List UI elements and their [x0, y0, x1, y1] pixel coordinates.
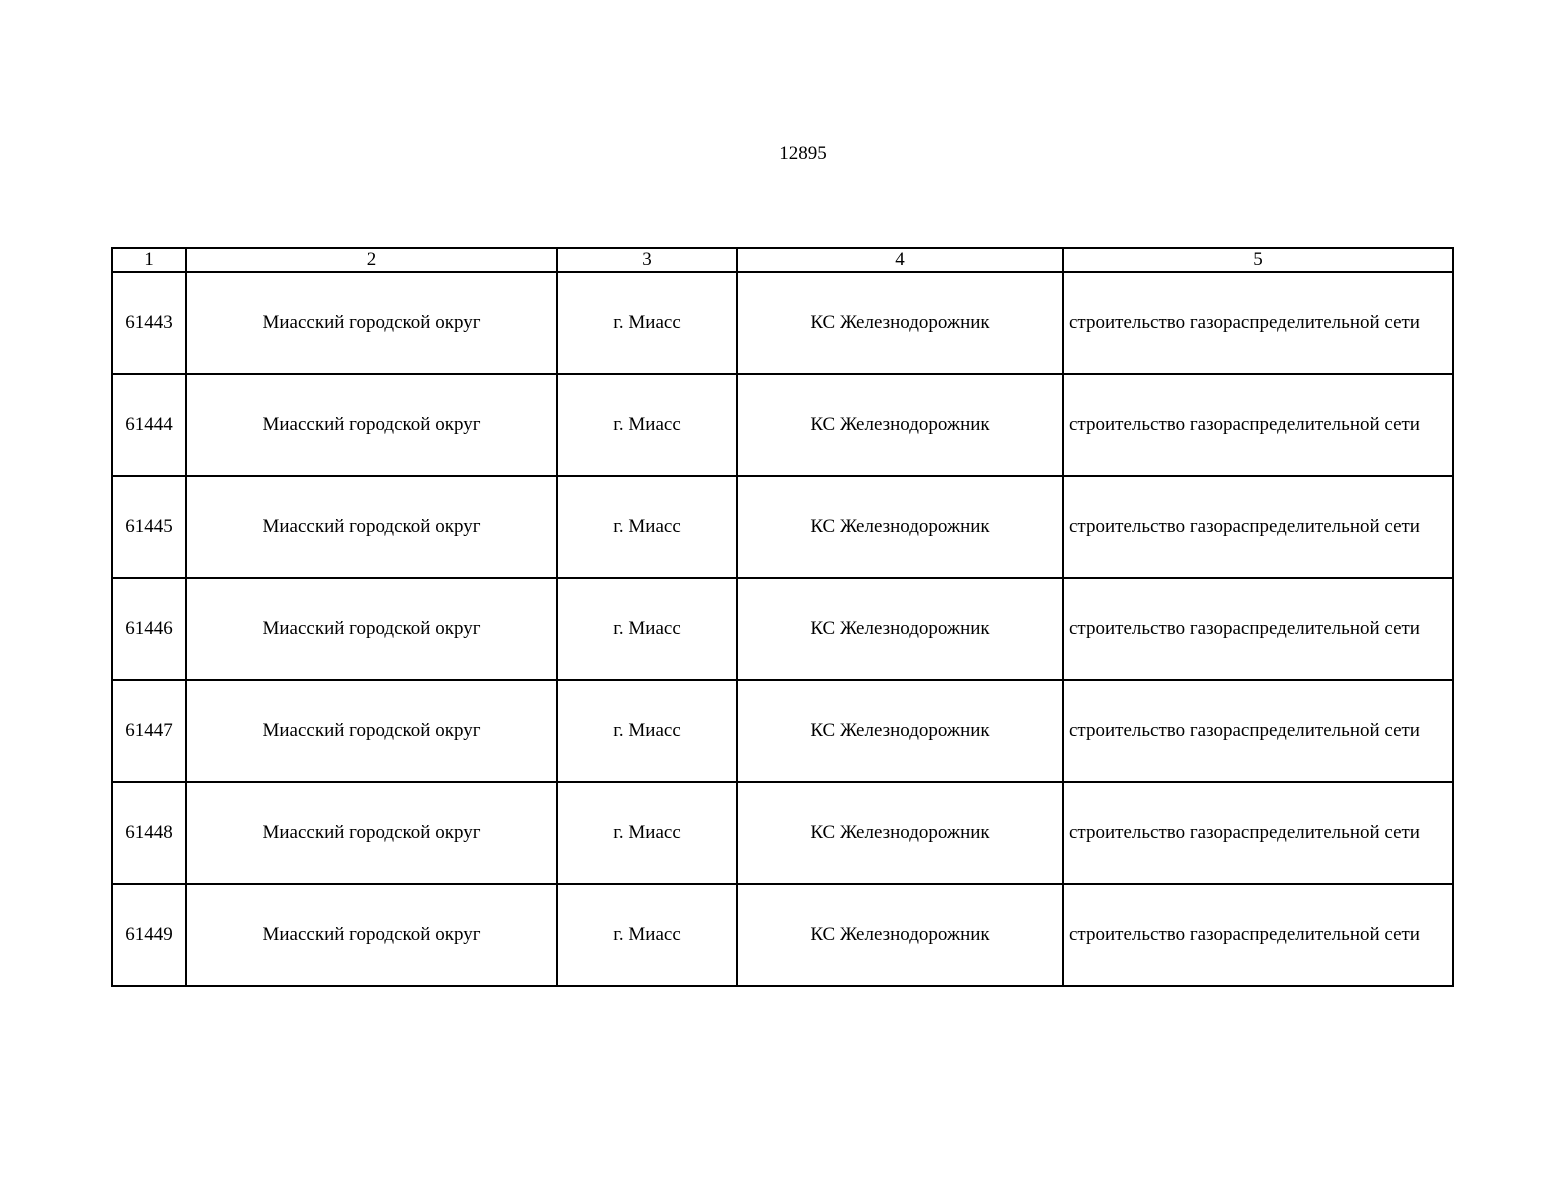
row-id-cell: 61447	[112, 680, 186, 782]
row-id-cell: 61445	[112, 476, 186, 578]
district-cell: Миасский городской округ	[186, 884, 557, 986]
row-id-cell: 61449	[112, 884, 186, 986]
settlement-cell: г. Миасс	[557, 374, 737, 476]
action-cell: строительство газораспределительной сети	[1063, 884, 1453, 986]
district-cell: Миасский городской округ	[186, 272, 557, 374]
row-id-cell: 61448	[112, 782, 186, 884]
district-cell: Миасский городской округ	[186, 578, 557, 680]
source-cell: КС Железнодорожник	[737, 374, 1063, 476]
action-cell: строительство газораспределительной сети	[1063, 476, 1453, 578]
action-cell: строительство газораспределительной сети	[1063, 272, 1453, 374]
table-row	[112, 476, 1453, 578]
page-number: 12895	[779, 143, 827, 164]
source-cell: КС Железнодорожник	[737, 782, 1063, 884]
action-cell: строительство газораспределительной сети	[1063, 374, 1453, 476]
column-number-cell: 2	[186, 248, 557, 272]
action-cell: строительство газораспределительной сети	[1063, 578, 1453, 680]
data-table	[111, 247, 1454, 987]
table-row	[112, 272, 1453, 374]
settlement-cell: г. Миасс	[557, 578, 737, 680]
row-id-cell: 61446	[112, 578, 186, 680]
source-cell: КС Железнодорожник	[737, 476, 1063, 578]
column-number-cell: 5	[1063, 248, 1453, 272]
column-number-row	[112, 248, 1453, 272]
action-cell: строительство газораспределительной сети	[1063, 680, 1453, 782]
district-cell: Миасский городской округ	[186, 680, 557, 782]
source-cell: КС Железнодорожник	[737, 884, 1063, 986]
table-row	[112, 782, 1453, 884]
row-id-cell: 61444	[112, 374, 186, 476]
row-id-cell: 61443	[112, 272, 186, 374]
column-number-cell: 4	[737, 248, 1063, 272]
district-cell: Миасский городской округ	[186, 782, 557, 884]
source-cell: КС Железнодорожник	[737, 578, 1063, 680]
settlement-cell: г. Миасс	[557, 680, 737, 782]
action-cell: строительство газораспределительной сети	[1063, 782, 1453, 884]
table-row	[112, 374, 1453, 476]
settlement-cell: г. Миасс	[557, 272, 737, 374]
district-cell: Миасский городской округ	[186, 374, 557, 476]
table-row	[112, 680, 1453, 782]
table-row	[112, 884, 1453, 986]
column-number-cell: 3	[557, 248, 737, 272]
table-row	[112, 578, 1453, 680]
column-number-cell: 1	[112, 248, 186, 272]
settlement-cell: г. Миасс	[557, 884, 737, 986]
settlement-cell: г. Миасс	[557, 782, 737, 884]
district-cell: Миасский городской округ	[186, 476, 557, 578]
settlement-cell: г. Миасс	[557, 476, 737, 578]
source-cell: КС Железнодорожник	[737, 680, 1063, 782]
source-cell: КС Железнодорожник	[737, 272, 1063, 374]
